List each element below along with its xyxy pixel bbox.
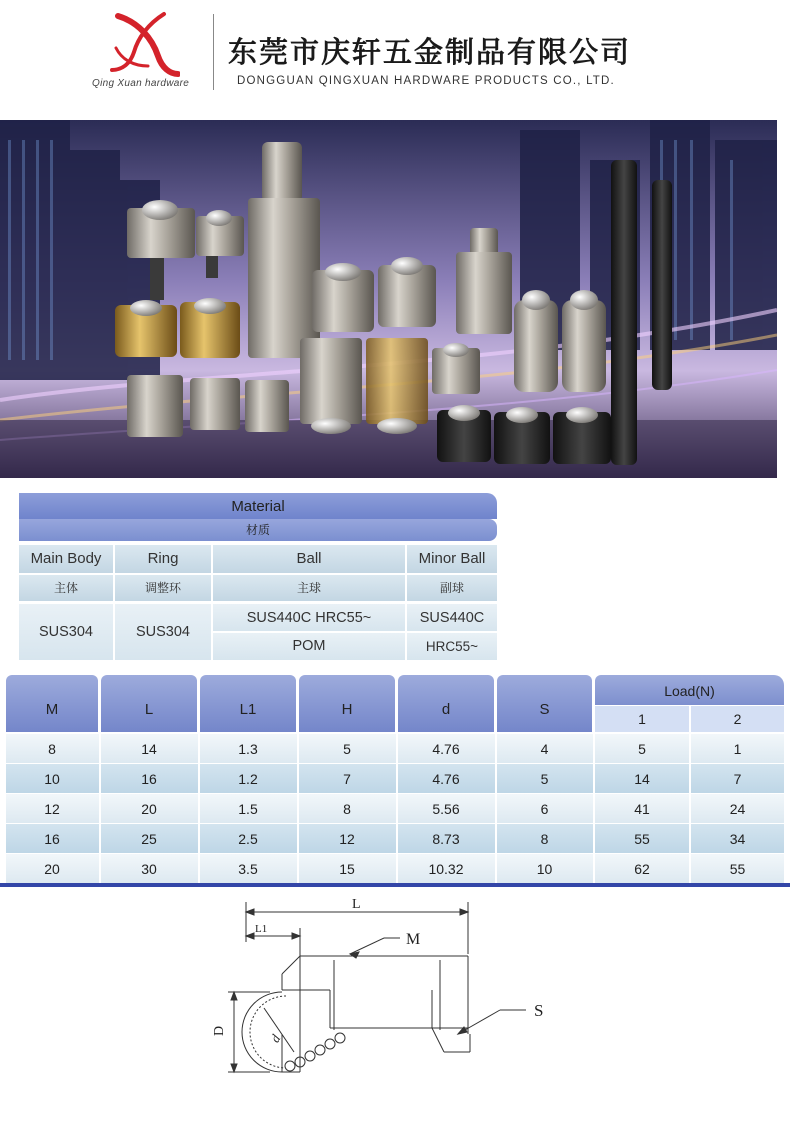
dim-cell-l1: 1.3 bbox=[238, 741, 258, 757]
material-ball-option: SUS440C HRC55~ bbox=[213, 604, 405, 631]
dim-header-l1: L1 bbox=[200, 675, 296, 732]
dim-cell-load-2: 34 bbox=[729, 831, 746, 847]
dim-cell-l1: 1.2 bbox=[238, 771, 258, 787]
dim-cell-l1: 3.5 bbox=[238, 861, 258, 877]
table-row bbox=[6, 794, 784, 823]
dim-cell-l: 20 bbox=[141, 801, 157, 817]
dim-cell-m: 10 bbox=[44, 771, 60, 787]
material-col-label-en: Ball bbox=[213, 545, 405, 573]
dim-header-load-1: 1 bbox=[595, 706, 689, 732]
dim-header-d: d bbox=[398, 675, 494, 732]
material-col-minor-ball bbox=[407, 545, 497, 601]
logo-subtitle: Qing Xuan hardware bbox=[92, 78, 190, 89]
material-minor-ball-line: SUS440C bbox=[407, 604, 497, 631]
material-col-ring bbox=[115, 545, 211, 601]
page-header bbox=[0, 0, 790, 110]
dim-cell-load-2: 1 bbox=[733, 741, 742, 757]
material-col-main-body bbox=[19, 545, 113, 601]
material-column-headers bbox=[19, 545, 497, 601]
dim-cell-load-1: 5 bbox=[638, 741, 646, 757]
material-col-label-cn: 主球 bbox=[213, 575, 405, 601]
dim-cell-d: 8.73 bbox=[432, 831, 460, 847]
dim-cell-s: 4 bbox=[540, 741, 549, 757]
dim-cell-l: 30 bbox=[141, 861, 157, 877]
dim-cell-s: 10 bbox=[536, 861, 553, 877]
material-ring-value: SUS304 bbox=[115, 604, 211, 660]
dim-cell-l: 16 bbox=[141, 771, 157, 787]
dim-cell-m: 16 bbox=[44, 831, 60, 847]
company-name-en: DONGGUAN QINGXUAN HARDWARE PRODUCTS CO., LTD. bbox=[237, 75, 615, 87]
dim-cell-h: 12 bbox=[339, 831, 355, 847]
company-name-cn: 东莞市庆轩五金制品有限公司 bbox=[228, 35, 632, 69]
dim-cell-l: 14 bbox=[141, 741, 157, 757]
dim-header-l: L bbox=[101, 675, 197, 732]
dim-header-load-2: 2 bbox=[691, 706, 784, 732]
dim-cell-m: 12 bbox=[44, 801, 60, 817]
material-col-label-en: Minor Ball bbox=[407, 545, 497, 573]
dim-cell-s: 6 bbox=[540, 801, 549, 817]
material-col-ball bbox=[213, 545, 405, 601]
column-divider bbox=[689, 732, 691, 883]
product-banner-image bbox=[0, 120, 777, 478]
dim-cell-h: 7 bbox=[343, 771, 351, 787]
table-row bbox=[6, 824, 784, 853]
dim-cell-s: 5 bbox=[540, 771, 549, 787]
table-row bbox=[6, 764, 784, 793]
dim-header-m: M bbox=[6, 675, 98, 732]
material-title-en: Material bbox=[19, 493, 497, 519]
dim-cell-load-2: 24 bbox=[729, 801, 746, 817]
column-divider bbox=[593, 732, 595, 883]
technical-drawing bbox=[200, 892, 580, 1092]
material-col-label-en: Ring bbox=[115, 545, 211, 573]
drawing-label-l1: L1 bbox=[255, 923, 268, 935]
dim-cell-h: 5 bbox=[343, 741, 351, 757]
dim-cell-s: 8 bbox=[540, 831, 549, 847]
dim-header-h: H bbox=[299, 675, 395, 732]
material-title-cn: 材质 bbox=[19, 519, 497, 541]
column-divider bbox=[198, 732, 200, 883]
material-col-label-en: Main Body bbox=[19, 545, 113, 573]
table-row bbox=[6, 734, 784, 763]
company-logo-icon bbox=[108, 8, 180, 78]
dim-cell-h: 15 bbox=[339, 861, 355, 877]
dim-cell-l1: 1.5 bbox=[238, 801, 258, 817]
material-minor-ball-line: HRC55~ bbox=[407, 633, 497, 660]
column-divider bbox=[396, 732, 398, 883]
dim-cell-load-1: 41 bbox=[634, 801, 650, 817]
material-col-label-cn: 主体 bbox=[19, 575, 113, 601]
dim-cell-load-2: 55 bbox=[729, 861, 746, 877]
dim-cell-load-1: 14 bbox=[634, 771, 650, 787]
dim-cell-l1: 2.5 bbox=[238, 831, 258, 847]
dim-cell-m: 20 bbox=[44, 861, 60, 877]
dim-cell-d: 5.56 bbox=[432, 801, 460, 817]
drawing-label-l: L bbox=[352, 897, 361, 912]
material-main-body-value: SUS304 bbox=[19, 604, 113, 660]
header-divider bbox=[213, 14, 214, 90]
table-base-line bbox=[0, 883, 790, 887]
dim-cell-load-1: 62 bbox=[634, 861, 650, 877]
dim-header-s: S bbox=[497, 675, 592, 732]
dim-cell-m: 8 bbox=[48, 741, 56, 757]
dim-cell-d: 4.76 bbox=[432, 741, 460, 757]
material-col-label-cn: 副球 bbox=[407, 575, 497, 601]
drawing-label-s: S bbox=[534, 1001, 544, 1020]
column-divider bbox=[297, 732, 299, 883]
drawing-label-m: M bbox=[406, 931, 421, 948]
dim-cell-d: 4.76 bbox=[432, 771, 460, 787]
column-divider bbox=[99, 732, 101, 883]
drawing-label-d-lower: d bbox=[267, 1031, 284, 1045]
dim-cell-d: 10.32 bbox=[428, 861, 464, 877]
material-ball-option: POM bbox=[213, 633, 405, 660]
dim-cell-load-2: 7 bbox=[733, 771, 742, 787]
dimension-table bbox=[6, 675, 784, 885]
dim-header-load: Load(N) bbox=[595, 675, 784, 705]
dim-cell-load-1: 55 bbox=[634, 831, 650, 847]
material-col-label-cn: 调整环 bbox=[115, 575, 211, 601]
dim-cell-h: 8 bbox=[343, 801, 351, 817]
table-row bbox=[6, 854, 784, 883]
material-values bbox=[19, 604, 497, 660]
column-divider bbox=[495, 732, 497, 883]
dim-cell-l: 25 bbox=[141, 831, 157, 847]
drawing-label-d-upper: D bbox=[212, 1025, 227, 1036]
